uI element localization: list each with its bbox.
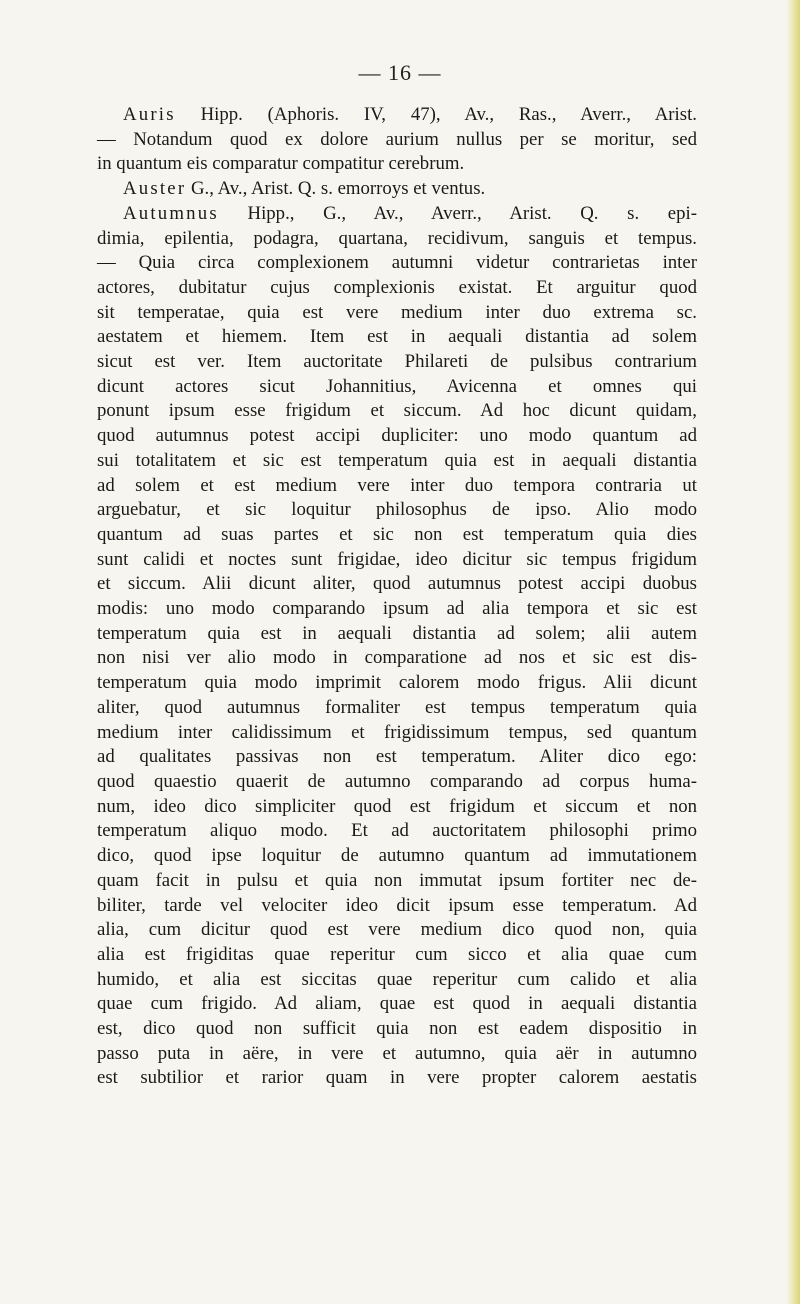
text-line: humido, et alia est siccitas quae reperitur cum calido et alia	[97, 968, 697, 990]
entry-headword: Autumnus	[123, 202, 219, 224]
text-line: aestatem et hiemem. Item est in aequali distantia ad solem	[97, 326, 697, 348]
text-line: quam facit in pulsu et quia non immutat ipsum fortiter nec de-	[97, 869, 697, 891]
text-line: actores, dubitatur cujus complexionis existat. Et arguitur quod	[97, 276, 697, 298]
text-line: dimia, epilentia, podagra, quartana, recidivum, sanguis et tempus.	[97, 227, 697, 249]
text-line: in quantum eis comparatur compatitur cerebrum.	[97, 153, 465, 175]
text-line: quantum ad suas partes et sic non est temperatum quia dies	[97, 523, 697, 545]
text-line: temperatum quia modo imprimit calorem modo frigus. Alii dicunt	[97, 672, 697, 694]
text-line: alia est frigiditas quae reperitur cum sicco et alia quae cum	[97, 943, 697, 965]
text-line: aliter, quod autumnus formaliter est tempus temperatum quia	[97, 696, 697, 718]
text-line: Auster G., Av., Arist. Q. s. emorroys et ventus.	[123, 178, 486, 200]
page-number: — 16 —	[358, 60, 442, 85]
text-line: dico, quod ipse loquitur de autumno quantum ad immutationem	[97, 845, 697, 867]
text-line: Autumnus Hipp., G., Av., Averr., Arist. Q. s. epi-	[123, 202, 697, 224]
text-line: sicut est ver. Item auctoritate Philareti de pulsibus contrarium	[97, 351, 697, 373]
text-line: quae cum frigido. Ad aliam, quae est quod in aequali distantia	[97, 993, 697, 1015]
text-line: — Quia circa complexionem autumni videtur contrarietas inter	[97, 252, 697, 274]
entry-autumnus	[97, 202, 697, 1091]
text-line: quod autumnus potest accipi dupliciter: uno modo quantum ad	[97, 425, 697, 447]
text-line: arguebatur, et sic loquitur philosophus de ipso. Alio modo	[97, 499, 697, 521]
text-line: ad solem et est medium vere inter duo tempora contraria ut	[97, 474, 697, 496]
text-line: biliter, tarde vel velociter ideo dicit ipsum esse temperatum. Ad	[97, 894, 697, 916]
text-line: temperatum aliquo modo. Et ad auctoritatem philosophi primo	[97, 820, 697, 842]
page-text	[97, 103, 697, 1091]
text-line: num, ideo dico simpliciter quod est frigidum et siccum et non	[97, 795, 697, 817]
text-line: alia, cum dicitur quod est vere medium dico quod non, quia	[97, 919, 697, 941]
text-line: non nisi ver alio modo in comparatione ad nos et sic est dis-	[97, 647, 697, 669]
text-line: sui totalitatem et sic est temperatum quia est in aequali distantia	[97, 449, 697, 471]
text-line: et siccum. Alii dicunt aliter, quod autumnus potest accipi duobus	[97, 573, 697, 595]
text-line: medium inter calidissimum et frigidissimum tempus, sed quantum	[97, 721, 697, 743]
text-line: est subtilior et rarior quam in vere propter calorem aestatis	[97, 1067, 697, 1089]
text-line: quod quaestio quaerit de autumno comparando ad corpus huma-	[97, 770, 697, 792]
text-line: Auris Hipp. (Aphoris. IV, 47), Av., Ras., Averr., Arist.	[123, 104, 697, 125]
text-line: sit temperatae, quia est vere medium inter duo extrema sc.	[97, 301, 697, 323]
text-line: temperatum quia est in aequali distantia ad solem; alii autem	[97, 622, 697, 644]
text-line: sunt calidi et noctes sunt frigidae, ideo dicitur sic tempus frigidum	[97, 548, 697, 570]
entry-auris	[97, 103, 697, 177]
text-line: — Notandum quod ex dolore aurium nullus per se moritur, sed	[97, 128, 697, 150]
text-line: ad qualitates passivas non est temperatum. Aliter dico ego:	[97, 746, 697, 768]
text-line: est, dico quod non sufficit quia non est eadem dispositio in	[97, 1018, 697, 1040]
text-line: modis: uno modo comparando ipsum ad alia tempora et sic est	[97, 598, 697, 620]
entry-headword: Auris	[123, 104, 176, 125]
entry-headword: Auster	[123, 178, 187, 200]
text-line: ponunt ipsum esse frigidum et siccum. Ad hoc dicunt quidam,	[97, 400, 697, 422]
text-line: passo puta in aëre, in vere et autumno, quia aër in autumno	[97, 1042, 697, 1064]
text-line: dicunt actores sicut Johannitius, Avicenna et omnes qui	[97, 375, 697, 397]
entry-auster	[97, 177, 697, 202]
page-edge-shading	[786, 0, 800, 1304]
